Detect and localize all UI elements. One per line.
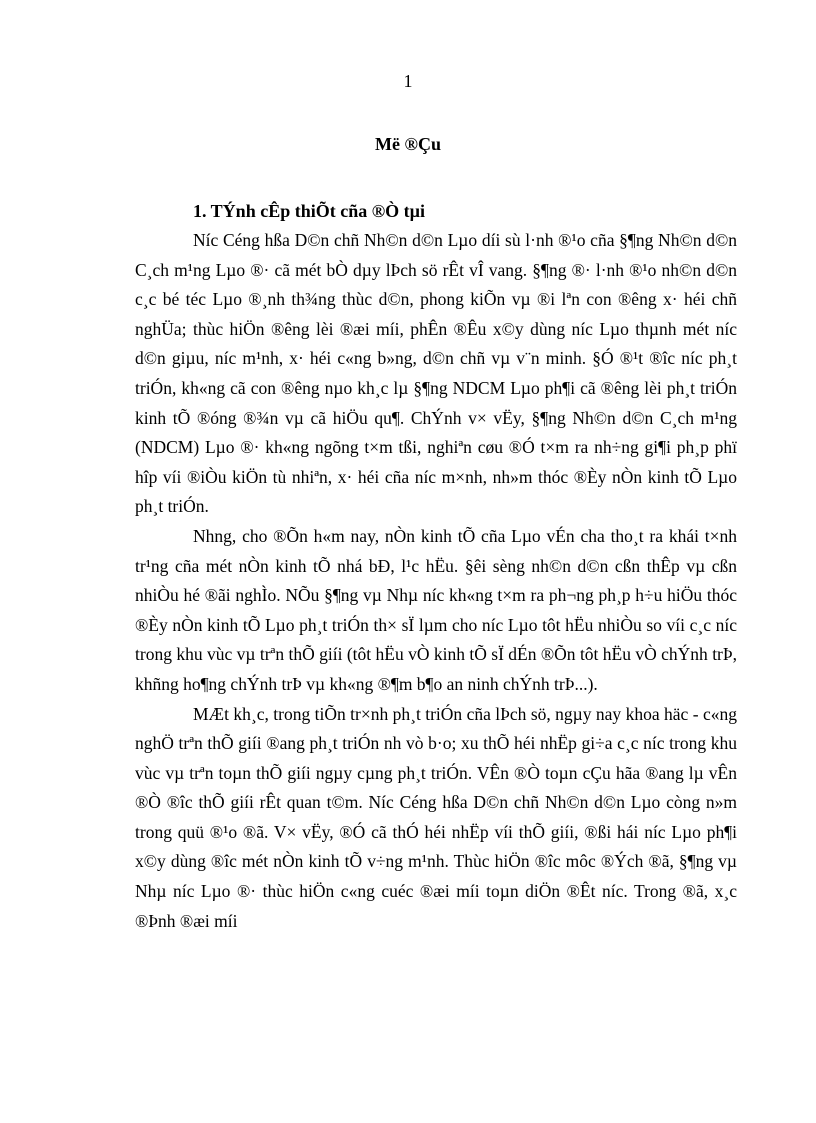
paragraph-3: MÆt kh¸c, trong tiÕn tr×nh ph¸t triÓn cña lÞch sö, ngµy nay khoa häc - c«ng nghÖ trªn thÕ giíi ®ang ph¸t triÓn nh vò b·o; xu thÕ héi nhËp gi÷a c¸c níc trong khu vùc vµ trªn toµn thÕ giíi ngµy cµng ph¸t triÓn. VÊn ®Ò toµn cÇu hãa ®ang lµ vÊn ®Ò ®îc thÕ giíi rÊt quan t©m. Níc Céng hßa D©n chñ Nh©n d©n Lµo còng n»m trong quü ®¹o ®ã. V× vËy, ®Ó cã thÓ héi nhËp víi thÕ giíi, ®ßi hái níc Lµo ph¶i x©y dùng ®îc mét nÒn kinh tÕ v÷ng m¹nh. Thùc hiÖn ®îc môc ®Ých ®ã, §¶ng vµ Nhµ níc Lµo ®· thùc hiÖn c«ng cuéc ®æi míi toµn diÖn ®Êt níc. Trong ®ã, x¸c ®Þnh ®æi míi: [135, 703, 737, 931]
page-title: Më ®Çu: [375, 134, 441, 154]
page-number: 1: [403, 71, 413, 91]
paragraph-2: Nhng, cho ®Õn h«m nay, nÒn kinh tÕ cña Lµo vÉn cha tho¸t ra khái t×nh tr¹ng cña mét nÒn kinh tÕ nhá bÐ, l¹c hËu. §êi sèng nh©n d©n cßn thÊp vµ cßn nhiÒu hé ®ãi nghÌo. NÕu §¶ng vµ Nhµ níc kh«ng t×m ra ph¬ng ph¸p h÷u hiÖu thóc ®Èy nÒn kinh tÕ Lµo ph¸t triÓn th× sÏ lµm cho níc Lµo tôt hËu nhiÒu so víi c¸c níc trong khu vùc vµ trªn thÕ giíi (tôt hËu vÒ kinh tÕ sÏ dÉn ®Õn tôt hËu vÒ chÝnh trÞ, khñng ho¶ng chÝnh trÞ vµ kh«ng ®¶m b¶o an ninh chÝnh trÞ...).: [135, 525, 737, 694]
section-heading: 1. TÝnh cÊp thiÕt cña ®Ò tµi: [193, 201, 426, 221]
body-text: [135, 226, 737, 936]
paragraph-1: Níc Céng hßa D©n chñ Nh©n d©n Lµo díi sù l·nh ®¹o cña §¶ng Nh©n d©n C¸ch m¹ng Lµo ®· cã mét bÒ dµy lÞch sö rÊt vÎ vang. §¶ng ®· l·nh ®¹o nh©n d©n c¸c bé téc Lµo ®¸nh th¾ng thùc d©n, phong kiÕn vµ ®i lªn con ®êng x· héi chñ nghÜa; thùc hiÖn ®êng lèi ®æi míi, phÊn ®Êu x©y dùng níc Lµo thµnh mét níc d©n giµu, níc m¹nh, x· héi c«ng b»ng, d©n chñ vµ v¨n minh. §Ó ®¹t ®îc níc ph¸t triÓn, kh«ng cã con ®êng nµo kh¸c lµ §¶ng NDCM Lµo ph¶i cã ®êng lèi ph¸t triÓn kinh tÕ ®óng ®¾n vµ cã hiÖu qu¶. ChÝnh v× vËy, §¶ng Nh©n d©n C¸ch m¹ng (NDCM) Lµo ®· kh«ng ngõng t×m tßi, nghiªn cøu ®Ó t×m ra nh÷ng gi¶i ph¸p phï hîp víi ®iÒu kiÖn tù nhiªn, x· héi cña níc m×nh, nh»m thóc ®Èy nÒn kinh tÕ Lµo ph¸t triÓn.: [135, 230, 737, 517]
